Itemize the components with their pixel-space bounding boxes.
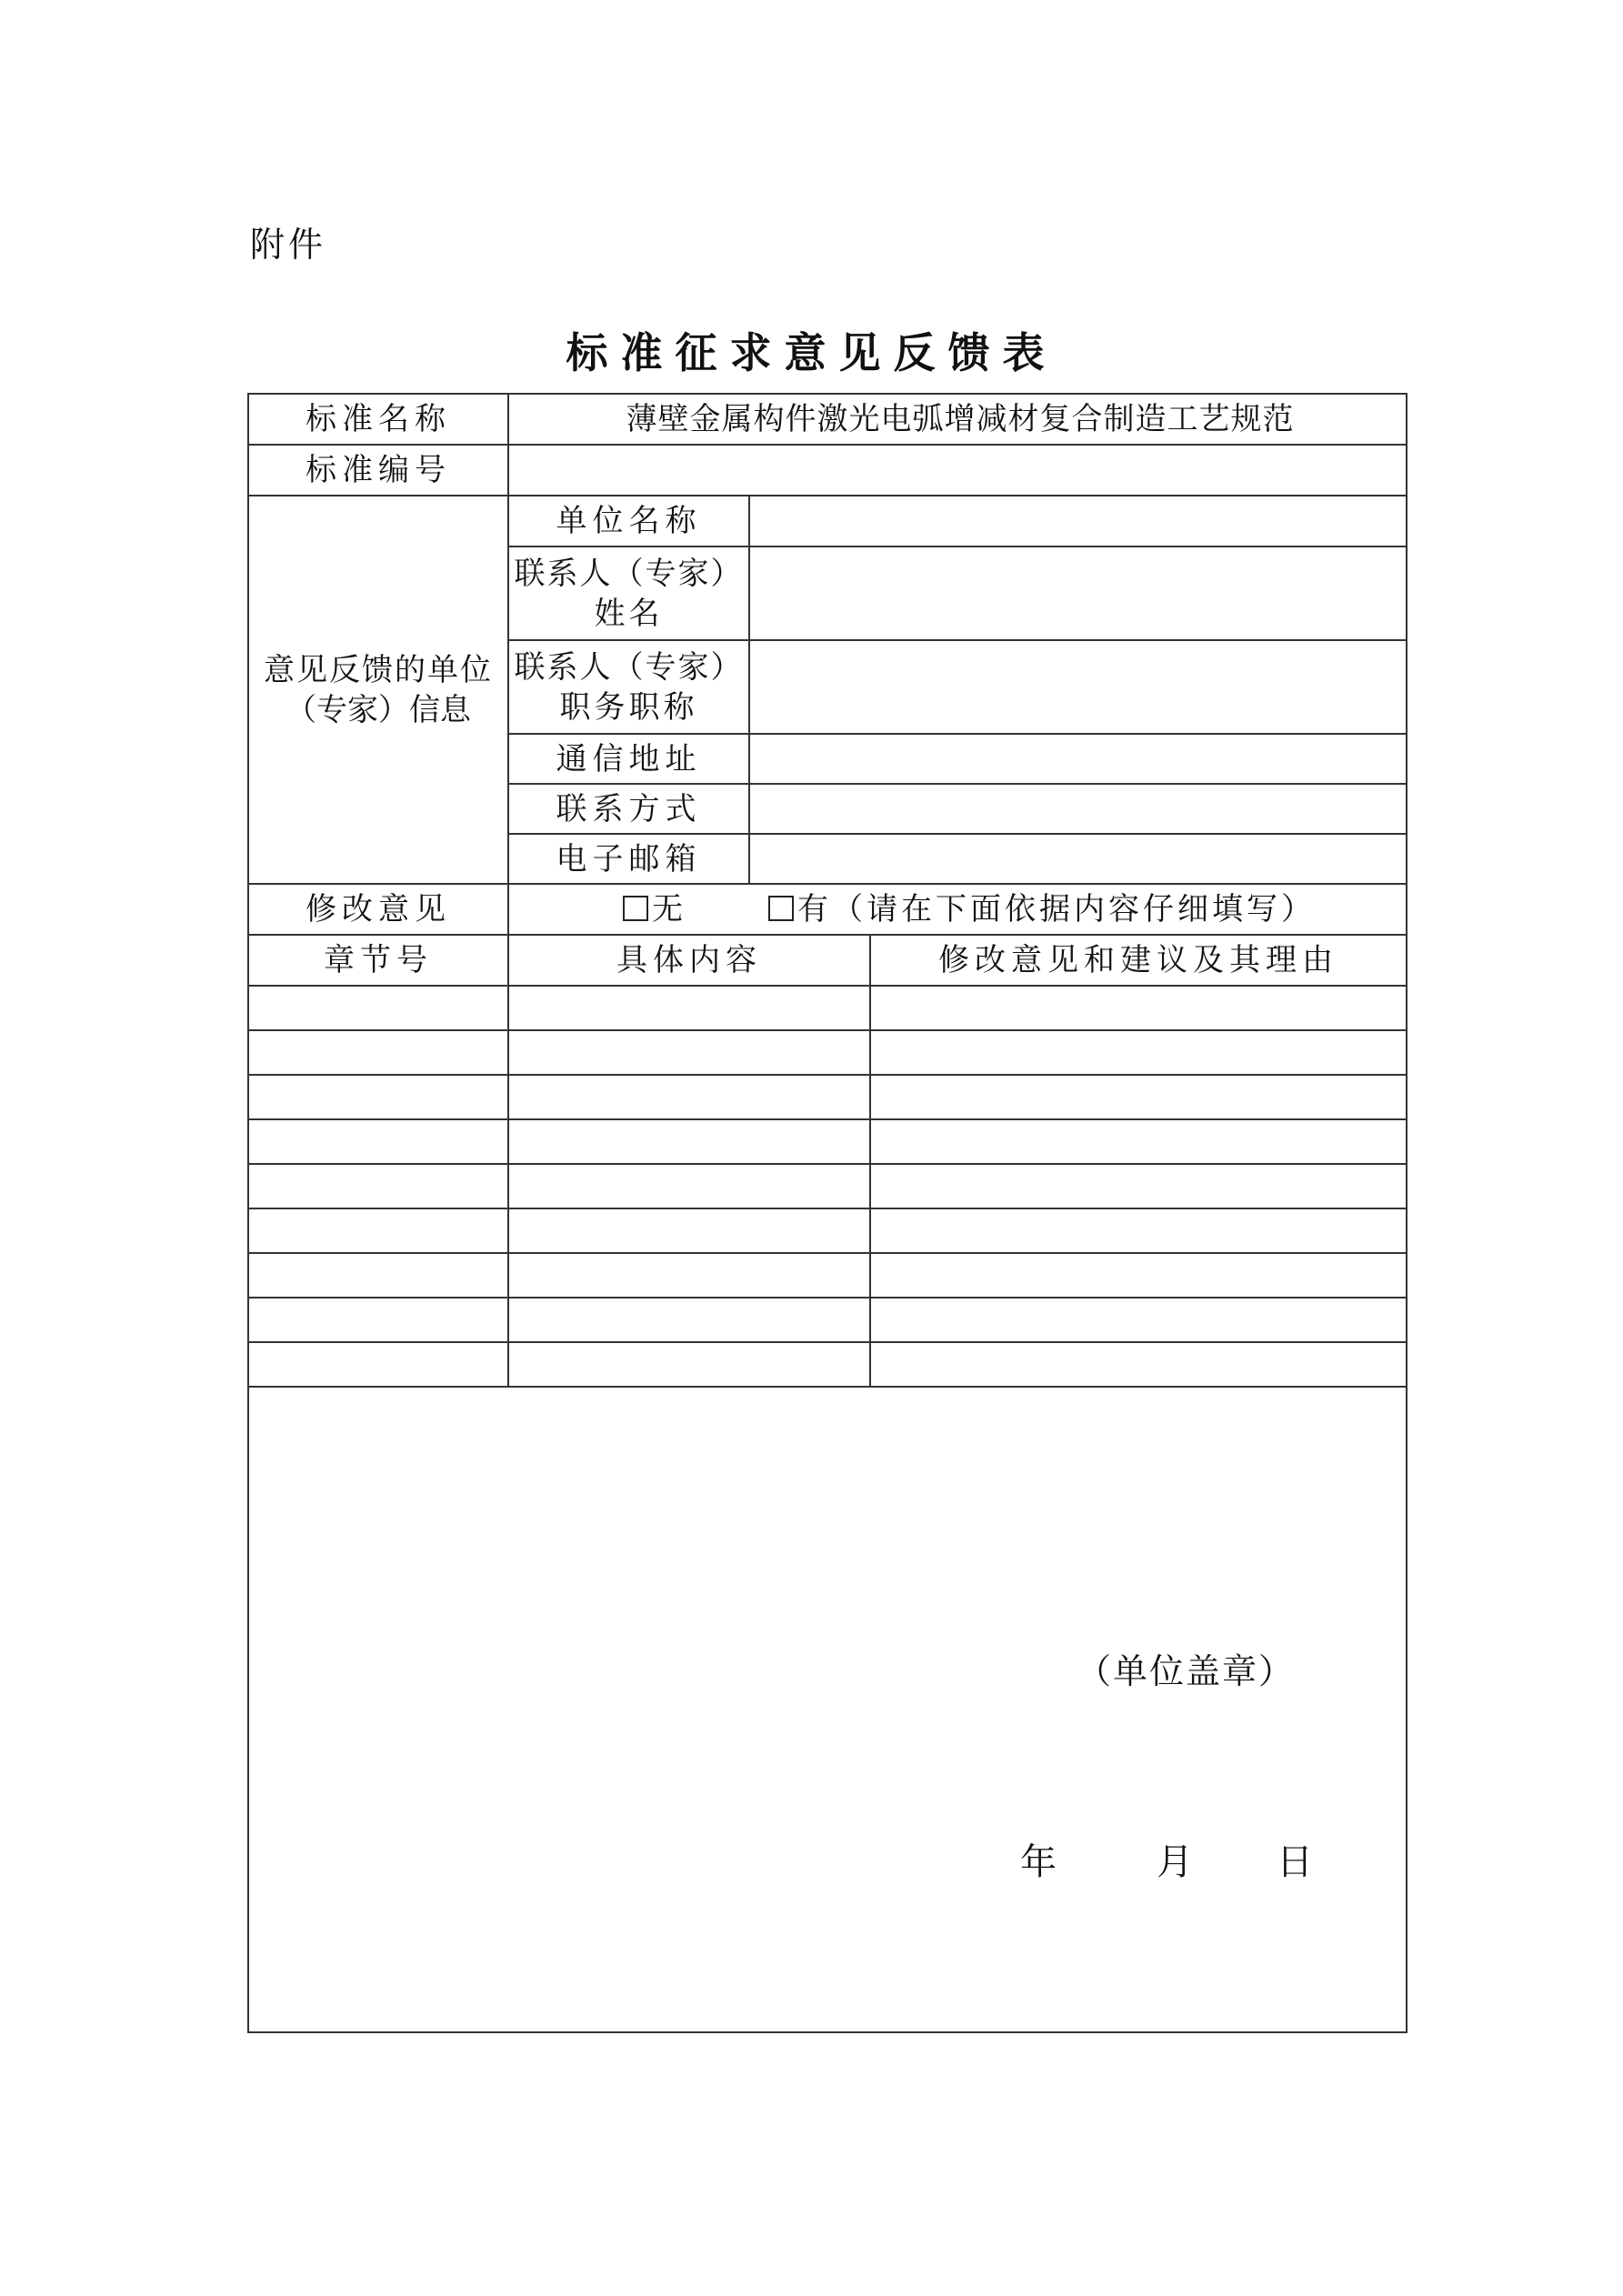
cell-content[interactable] (508, 1298, 870, 1342)
option-none-label: 无 (652, 891, 687, 927)
cell-section[interactable] (248, 1208, 508, 1253)
cell-section[interactable] (248, 1342, 508, 1387)
date-line (1020, 1842, 1313, 1882)
cell-suggestion[interactable] (870, 1030, 1407, 1075)
cell-suggestion[interactable] (870, 1119, 1407, 1164)
field-value-contact-name[interactable] (749, 546, 1407, 640)
page-title: 标准征求意见反馈表 (566, 328, 1057, 377)
table-row (248, 1208, 1407, 1253)
field-label-contact-title-line2: 职务职称 (559, 688, 698, 726)
cell-content[interactable] (508, 1342, 870, 1387)
cell-suggestion[interactable] (870, 1298, 1407, 1342)
table-row (248, 1298, 1407, 1342)
cell-suggestion[interactable] (870, 1208, 1407, 1253)
day-label: 日 (1277, 1841, 1313, 1883)
field-label-contact-name-line1: 联系人（专家） (514, 555, 744, 592)
cell-content[interactable] (508, 1164, 870, 1208)
attachment-label: 附件 (250, 225, 327, 265)
modification-label: 修改意见 (248, 884, 508, 935)
cell-section[interactable] (248, 986, 508, 1030)
standard-number-value[interactable] (508, 445, 1407, 496)
field-value-address[interactable] (749, 734, 1407, 784)
field-value-contact-title[interactable] (749, 640, 1407, 734)
cell-section[interactable] (248, 1119, 508, 1164)
feedback-group-label (248, 496, 508, 884)
cell-content[interactable] (508, 1208, 870, 1253)
field-label-contact-method: 联系方式 (508, 784, 749, 834)
table-row (248, 986, 1407, 1030)
option-none[interactable] (623, 889, 686, 929)
table-row (248, 1119, 1407, 1164)
table-row (248, 1075, 1407, 1119)
feedback-group-label-line1: 意见反馈的单位 (264, 651, 493, 688)
option-yes-label: 有（请在下面依据内容仔细填写） (797, 891, 1317, 927)
cell-content[interactable] (508, 1075, 870, 1119)
cell-suggestion[interactable] (870, 1253, 1407, 1298)
cell-suggestion[interactable] (870, 1164, 1407, 1208)
cell-content[interactable] (508, 1030, 870, 1075)
cell-suggestion[interactable] (870, 1075, 1407, 1119)
cell-section[interactable] (248, 1030, 508, 1075)
checkbox-none-icon[interactable] (623, 896, 648, 921)
feedback-group-label-line2: （专家）信息 (286, 691, 471, 728)
cell-section[interactable] (248, 1253, 508, 1298)
seal-label: （单位盖章） (1077, 1651, 1296, 1691)
year-label: 年 (1020, 1841, 1057, 1883)
seal-area[interactable] (248, 1387, 1407, 2032)
table-row (248, 1342, 1407, 1387)
standard-name-value[interactable]: 薄壁金属构件激光电弧增减材复合制造工艺规范 (508, 394, 1407, 445)
cell-content[interactable] (508, 986, 870, 1030)
cell-section[interactable] (248, 1298, 508, 1342)
month-label: 月 (1157, 1841, 1193, 1883)
field-label-contact-name (508, 546, 749, 640)
cell-content[interactable] (508, 1253, 870, 1298)
field-value-unit-name[interactable] (749, 496, 1407, 546)
header-section-number: 章节号 (248, 935, 508, 986)
cell-content[interactable] (508, 1119, 870, 1164)
checkbox-yes-icon[interactable] (768, 896, 794, 921)
cell-suggestion[interactable] (870, 1342, 1407, 1387)
field-label-email: 电子邮箱 (508, 834, 749, 884)
standard-number-label: 标准编号 (248, 445, 508, 496)
cell-section[interactable] (248, 1075, 508, 1119)
table-row (248, 1164, 1407, 1208)
option-yes[interactable] (768, 889, 1316, 929)
field-value-contact-method[interactable] (749, 784, 1407, 834)
header-specific-content: 具体内容 (508, 935, 870, 986)
cell-section[interactable] (248, 1164, 508, 1208)
field-label-contact-title-line1: 联系人（专家） (514, 648, 744, 686)
header-suggestion-reason: 修改意见和建议及其理由 (870, 935, 1407, 986)
cell-suggestion[interactable] (870, 986, 1407, 1030)
field-value-email[interactable] (749, 834, 1407, 884)
field-label-contact-title (508, 640, 749, 734)
field-label-contact-name-line2: 姓名 (594, 595, 664, 632)
table-row (248, 1253, 1407, 1298)
standard-name-label: 标准名称 (248, 394, 508, 445)
feedback-form-table (247, 393, 1408, 2033)
field-label-address: 通信地址 (508, 734, 749, 784)
field-label-unit-name: 单位名称 (508, 496, 749, 546)
table-row (248, 1030, 1407, 1075)
modification-options (508, 884, 1407, 935)
